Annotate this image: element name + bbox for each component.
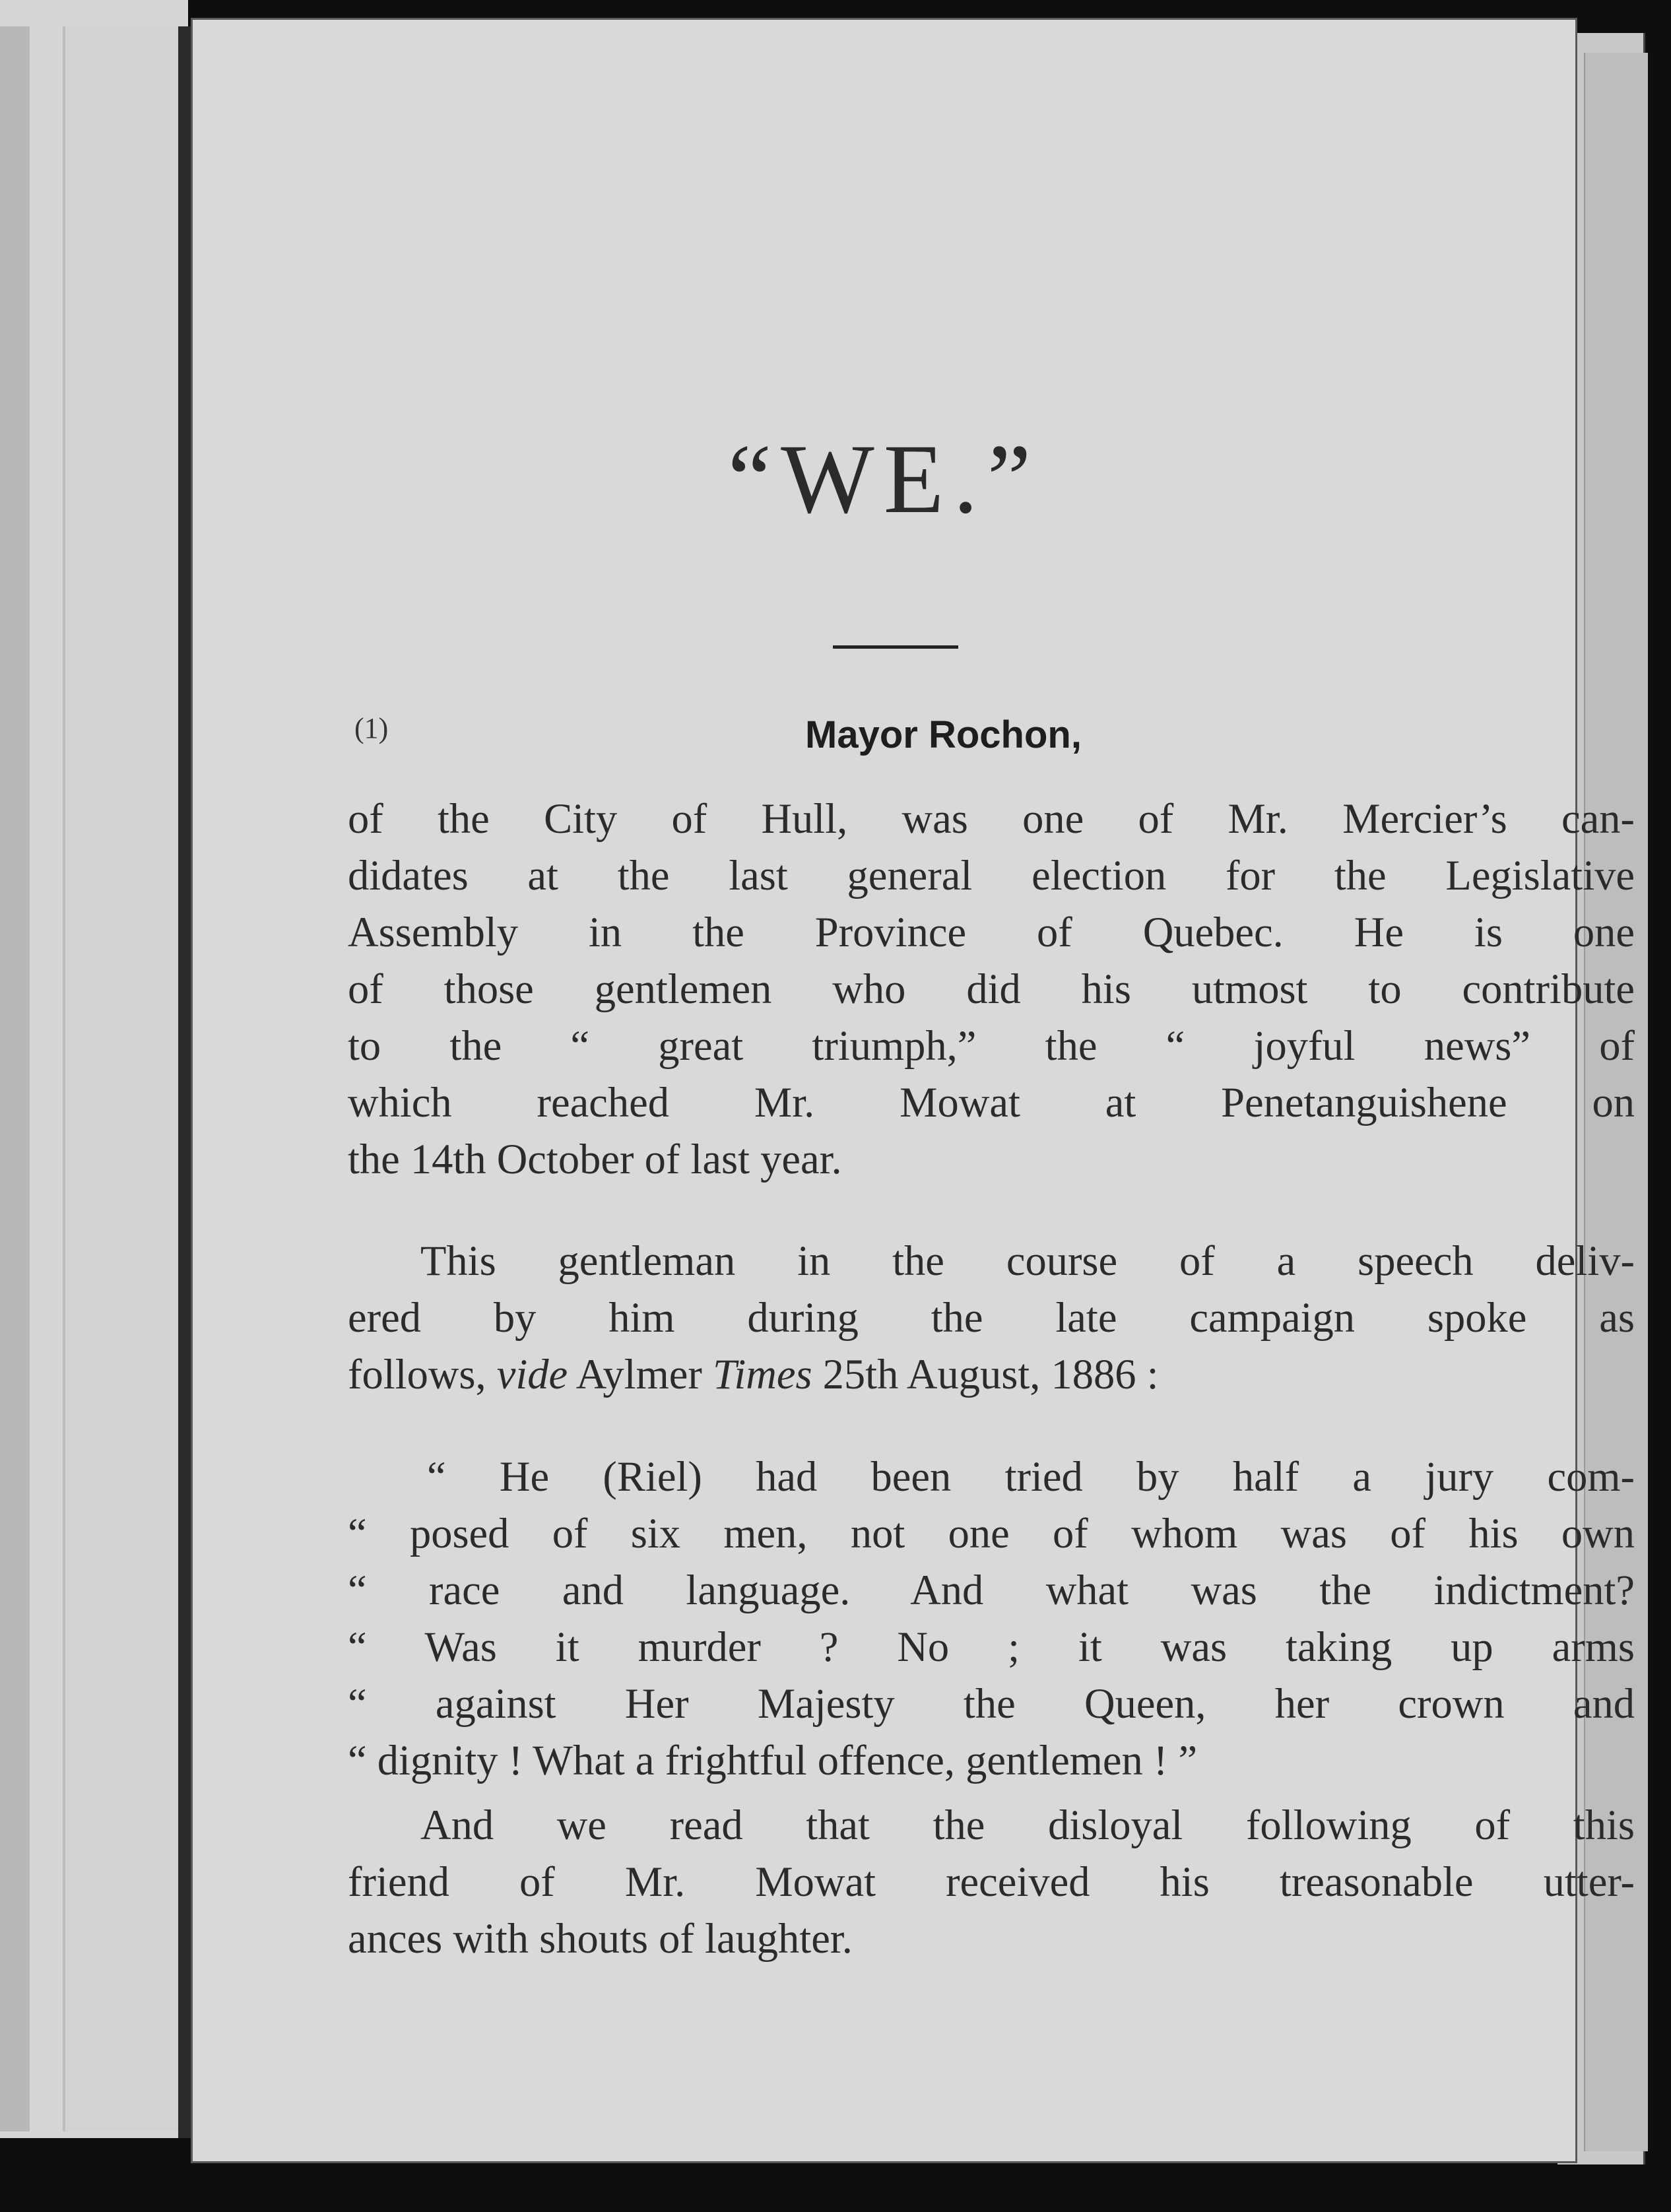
text-line: And we read that the disloyal following of this <box>420 1802 1635 1848</box>
note-number: (1) <box>354 712 389 744</box>
quote-line: “ posed of six men, not one of whom was of his own <box>348 1510 1635 1557</box>
text-line: which reached Mr. Mowat at Penetanguishene on <box>348 1079 1635 1126</box>
left-page-fold <box>0 26 30 2131</box>
paragraph-1 <box>348 791 1635 1188</box>
quote-line: “ race and language. And what was the indictment? <box>348 1567 1635 1613</box>
text-fragment: 25th August, 1886 : <box>812 1351 1159 1398</box>
quote-line: “ He (Riel) had been tried by half a jury com- <box>427 1453 1635 1500</box>
page-gutter <box>178 26 193 2138</box>
text-line: This gentleman in the course of a speech deliv- <box>420 1237 1635 1284</box>
text-line: to the “ great triumph,” the “ joyful news” of <box>348 1022 1635 1069</box>
title-rule <box>833 645 958 649</box>
text-line <box>348 1346 1635 1403</box>
text-line: of the City of Hull, was one of Mr. Mercier’s can- <box>348 795 1635 842</box>
quote-line: “ Was it murder ? No ; it was taking up arms <box>348 1623 1635 1670</box>
paragraph-2 <box>348 1233 1635 1403</box>
text-line: the 14th October of last year. <box>348 1136 842 1183</box>
text-line: ances with shouts of laughter. <box>348 1915 853 1962</box>
text-line: ered by him during the late campaign spoke as <box>348 1294 1635 1341</box>
italic-newspaper-title: Times <box>713 1351 812 1398</box>
document-page <box>193 20 1635 2161</box>
text-fragment: Aylmer <box>568 1351 713 1398</box>
text-line: didates at the last general election for the Legislative <box>348 852 1635 899</box>
text-fragment: follows, <box>348 1351 497 1398</box>
left-page-inner <box>63 26 181 2131</box>
quote-line: “ against Her Majesty the Queen, her crown and <box>348 1680 1635 1727</box>
page-title: “WE.” <box>727 424 1041 534</box>
text-line: Assembly in the Province of Quebec. He is one <box>348 909 1635 956</box>
section-heading: Mayor Rochon, <box>805 713 1082 756</box>
text-line: friend of Mr. Mowat received his treasonable utter- <box>348 1858 1635 1905</box>
italic-vide: vide <box>496 1351 568 1398</box>
quotation <box>348 1448 1635 1789</box>
text-line: of those gentlemen who did his utmost to contribute <box>348 965 1635 1012</box>
paragraph-4 <box>348 1797 1635 1967</box>
quote-line: “ dignity ! What a frightful offence, gentlemen ! ” <box>348 1737 1198 1784</box>
